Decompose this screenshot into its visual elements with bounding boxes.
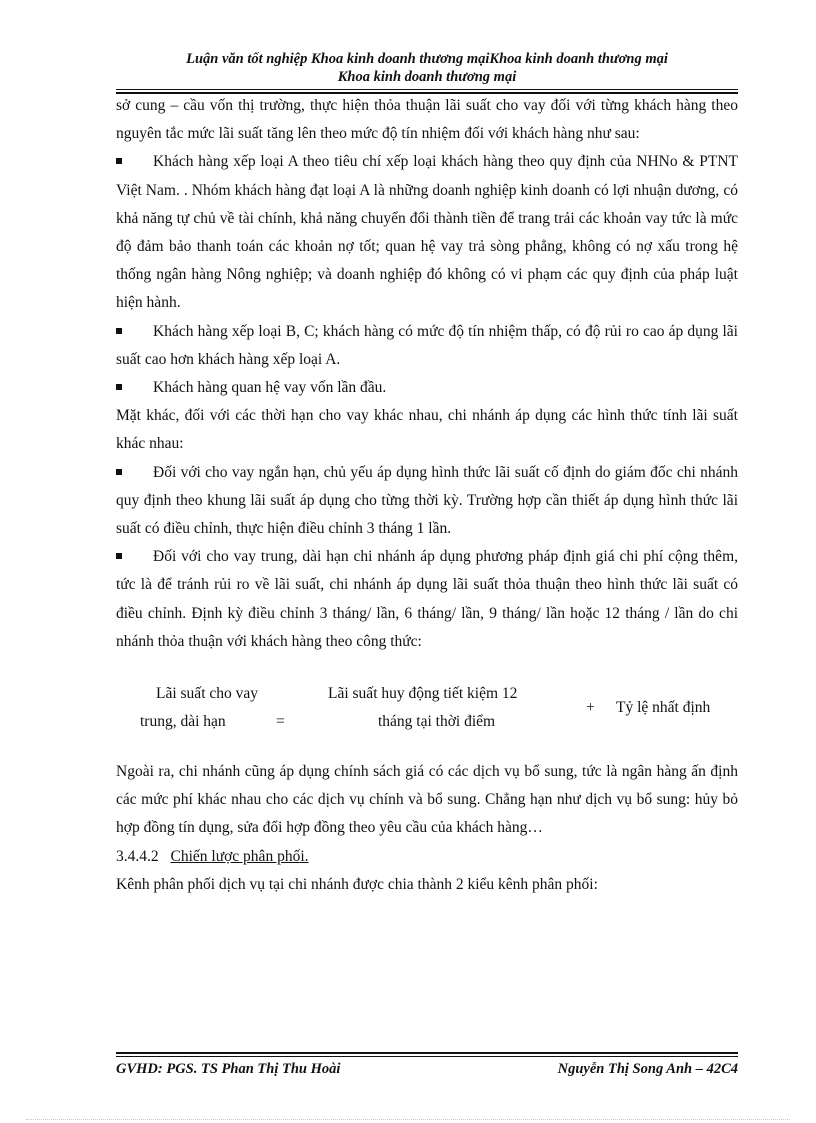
header-line-1: Luận văn tốt nghiệp Khoa kinh doanh thương mạiKhoa kinh doanh thương mại [186, 51, 668, 67]
bullet-item: Khách hàng xếp loại B, C; khách hàng có mức độ tín nhiệm thấp, có độ rủi ro cao áp dụng lãi suất cao hơn khách hàng xếp loại A. [116, 322, 738, 368]
body-text [116, 92, 738, 899]
bullet-item: Đối với cho vay trung, dài hạn chi nhánh áp dụng phương pháp định giá chi phí cộng thêm, tức là để tránh rủi ro về lãi suất, chi nhánh áp dụng lãi suất thỏa thuận theo hình thức lãi suất có điều chỉnh. Định kỳ điều chỉnh 3 tháng/ lần, 6 tháng/ lần, 9 tháng/ lần hoặc 12 tháng / lần do chi nhánh thỏa thuận với khách hàng theo công thức: [116, 548, 738, 650]
footer-supervisor: GVHD: PGS. TS Phan Thị Thu Hoài [116, 1061, 341, 1077]
paragraph-distribution: Kênh phân phối dịch vụ tại chi nhánh được chia thành 2 kiểu kênh phân phối: [116, 875, 598, 893]
page-bottom-edge [26, 1119, 790, 1120]
section-title: Chiến lược phân phối. [170, 847, 309, 865]
interest-formula [116, 666, 738, 752]
footer-author: Nguyễn Thị Song Anh – 42C4 [557, 1061, 738, 1077]
formula-plus: + [586, 699, 595, 717]
section-number: 3.4.4.2 [116, 847, 159, 865]
header-rule-thin [116, 89, 738, 90]
formula-middle-line-1: Lãi suất huy động tiết kiệm 12 [328, 685, 518, 703]
page-header [116, 50, 738, 86]
formula-left-line-2: trung, dài hạn [140, 713, 226, 731]
bullet-item: Khách hàng xếp loại A theo tiêu chí xếp loại khách hàng theo quy định của NHNo & PTNT Việt Nam. . Nhóm khách hàng đạt loại A là những doanh nghiệp kinh doanh có lợi nhuận dương, có khả năng tự chủ về tài chính, khả năng chuyển đổi thành tiền để trang trải các khoản vay tức là mức độ đảm bảo thanh toán các khoản nợ tốt; quan hệ vay trả sòng phẳng, không có nợ xấu trong hệ thống ngân hàng Nông nghiệp; và doanh nghiệp đó không có vi phạm các quy định của pháp luật hiện hành. [116, 153, 738, 312]
intro-paragraph: sở cung – cầu vốn thị trường, thực hiện thỏa thuận lãi suất cho vay đối với từng khách hàng theo nguyên tắc mức lãi suất tăng lên theo mức độ tín nhiệm đối với khách hàng như sau: [116, 97, 738, 143]
footer-rule-thick [116, 1052, 738, 1054]
section-heading [116, 843, 738, 871]
paragraph-interest-types: Mặt khác, đối với các thời hạn cho vay khác nhau, chi nhánh áp dụng các hình thức tính lãi suất khác nhau: [116, 407, 738, 453]
bullet-item: Đối với cho vay ngắn hạn, chủ yếu áp dụng hình thức lãi suất cố định do giám đốc chi nhánh quy định theo khung lãi suất áp dụng cho từng thời kỳ. Trường hợp cần thiết áp dụng hình thức lãi suất có điều chỉnh, thực hiện điều chỉnh 3 tháng 1 lần. [116, 463, 738, 538]
formula-right-term: Tỷ lệ nhất định [616, 699, 711, 717]
square-bullet-icon [116, 158, 122, 164]
header-line-2: Khoa kinh doanh thương mại [337, 69, 517, 85]
formula-equals: = [276, 713, 285, 731]
formula-left-line-1: Lãi suất cho vay [156, 685, 259, 703]
square-bullet-icon [116, 469, 122, 475]
square-bullet-icon [116, 328, 122, 334]
square-bullet-icon [116, 553, 122, 559]
paragraph-extra-services: Ngoài ra, chi nhánh cũng áp dụng chính sách giá có các dịch vụ bổ sung, tức là ngân hàng ấn định các mức phí khác nhau cho các dịch vụ chính và bổ sung. Chẳng hạn như dịch vụ bổ sung: hủy bỏ hợp đồng tín dụng, sửa đổi hợp đồng theo yêu cầu của khách hàng… [116, 763, 738, 837]
bullet-item: Khách hàng quan hệ vay vốn lần đầu. [116, 374, 738, 402]
footer-rule-thin [116, 1056, 738, 1057]
formula-middle-line-2: tháng tại thời điểm [378, 713, 496, 731]
square-bullet-icon [116, 384, 122, 390]
